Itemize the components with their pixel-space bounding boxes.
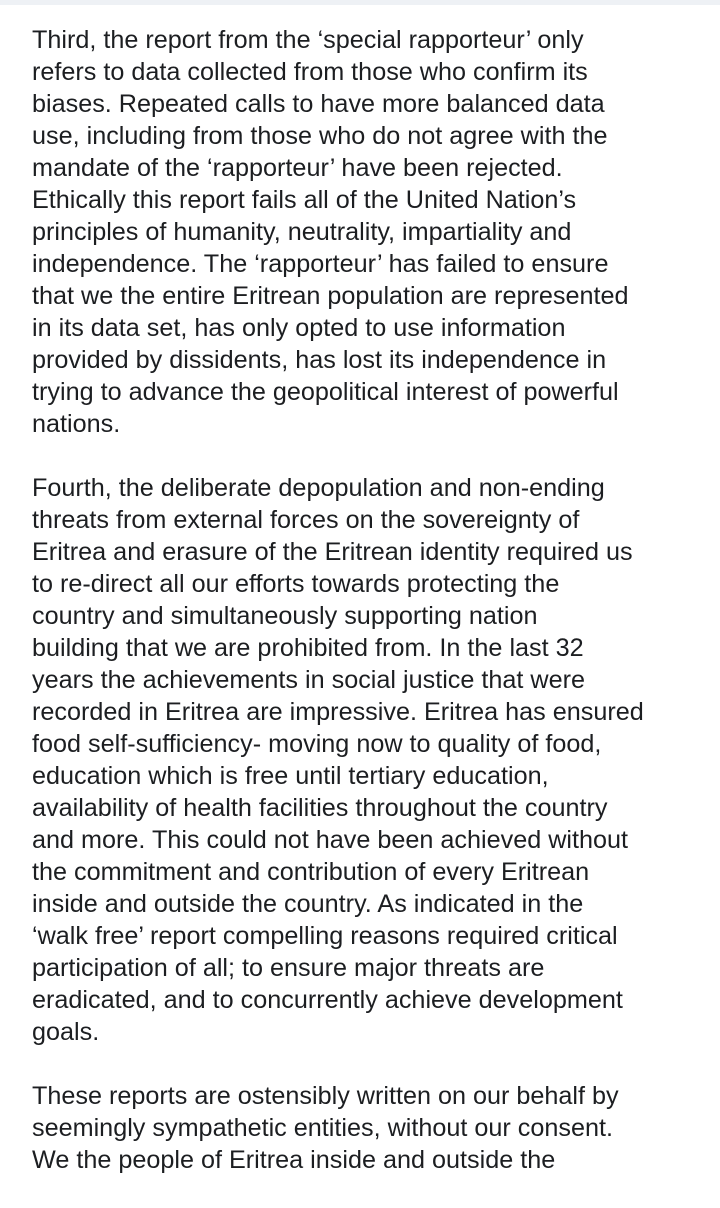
- paragraph-third-point: Third, the report from the ‘special rapporteur’ only refers to data collected from those who confirm its biases. Repeated calls to have more balanced data use, including from those who do not agree with the mandate of the ‘rapporteur’ have been rejected. Ethically this report fails all of the United Nation’s principles of humanity, neutrality, impartiality and independence. The ‘rapporteur’ has failed to ensure that we the entire Eritrean population are represented in its data set, has only opted to use information provided by dissidents, has lost its independence in trying to advance the geopolitical interest of powerful nations.: [32, 26, 629, 438]
- top-divider-strip: [0, 0, 720, 5]
- post-body-text: [32, 24, 692, 1208]
- paragraph-fourth-point: Fourth, the deliberate depopulation and non-ending threats from external forces on the sovereignty of Eritrea and erasure of the Eritrean identity required us to re-direct all our efforts towards protecting the country and simultaneously supporting nation building that we are prohibited from. In the last 32 years the achievements in social justice that were recorded in Eritrea are impressive. Eritrea has ensured food self-sufficiency- moving now to quality of food, education which is free until tertiary education, availability of health facilities throughout the country and more. This could not have been achieved without the commitment and contribution of every Eritrean inside and outside the country. As indicated in the ‘walk free’ report compelling reasons required critical participation of all; to ensure major threats are eradicated, and to concurrently achieve development goals.: [32, 474, 644, 1046]
- paragraph-closing: These reports are ostensibly written on our behalf by seemingly sympathetic entities, without our consent. We the people of Eritrea inside and outside the: [32, 1082, 619, 1174]
